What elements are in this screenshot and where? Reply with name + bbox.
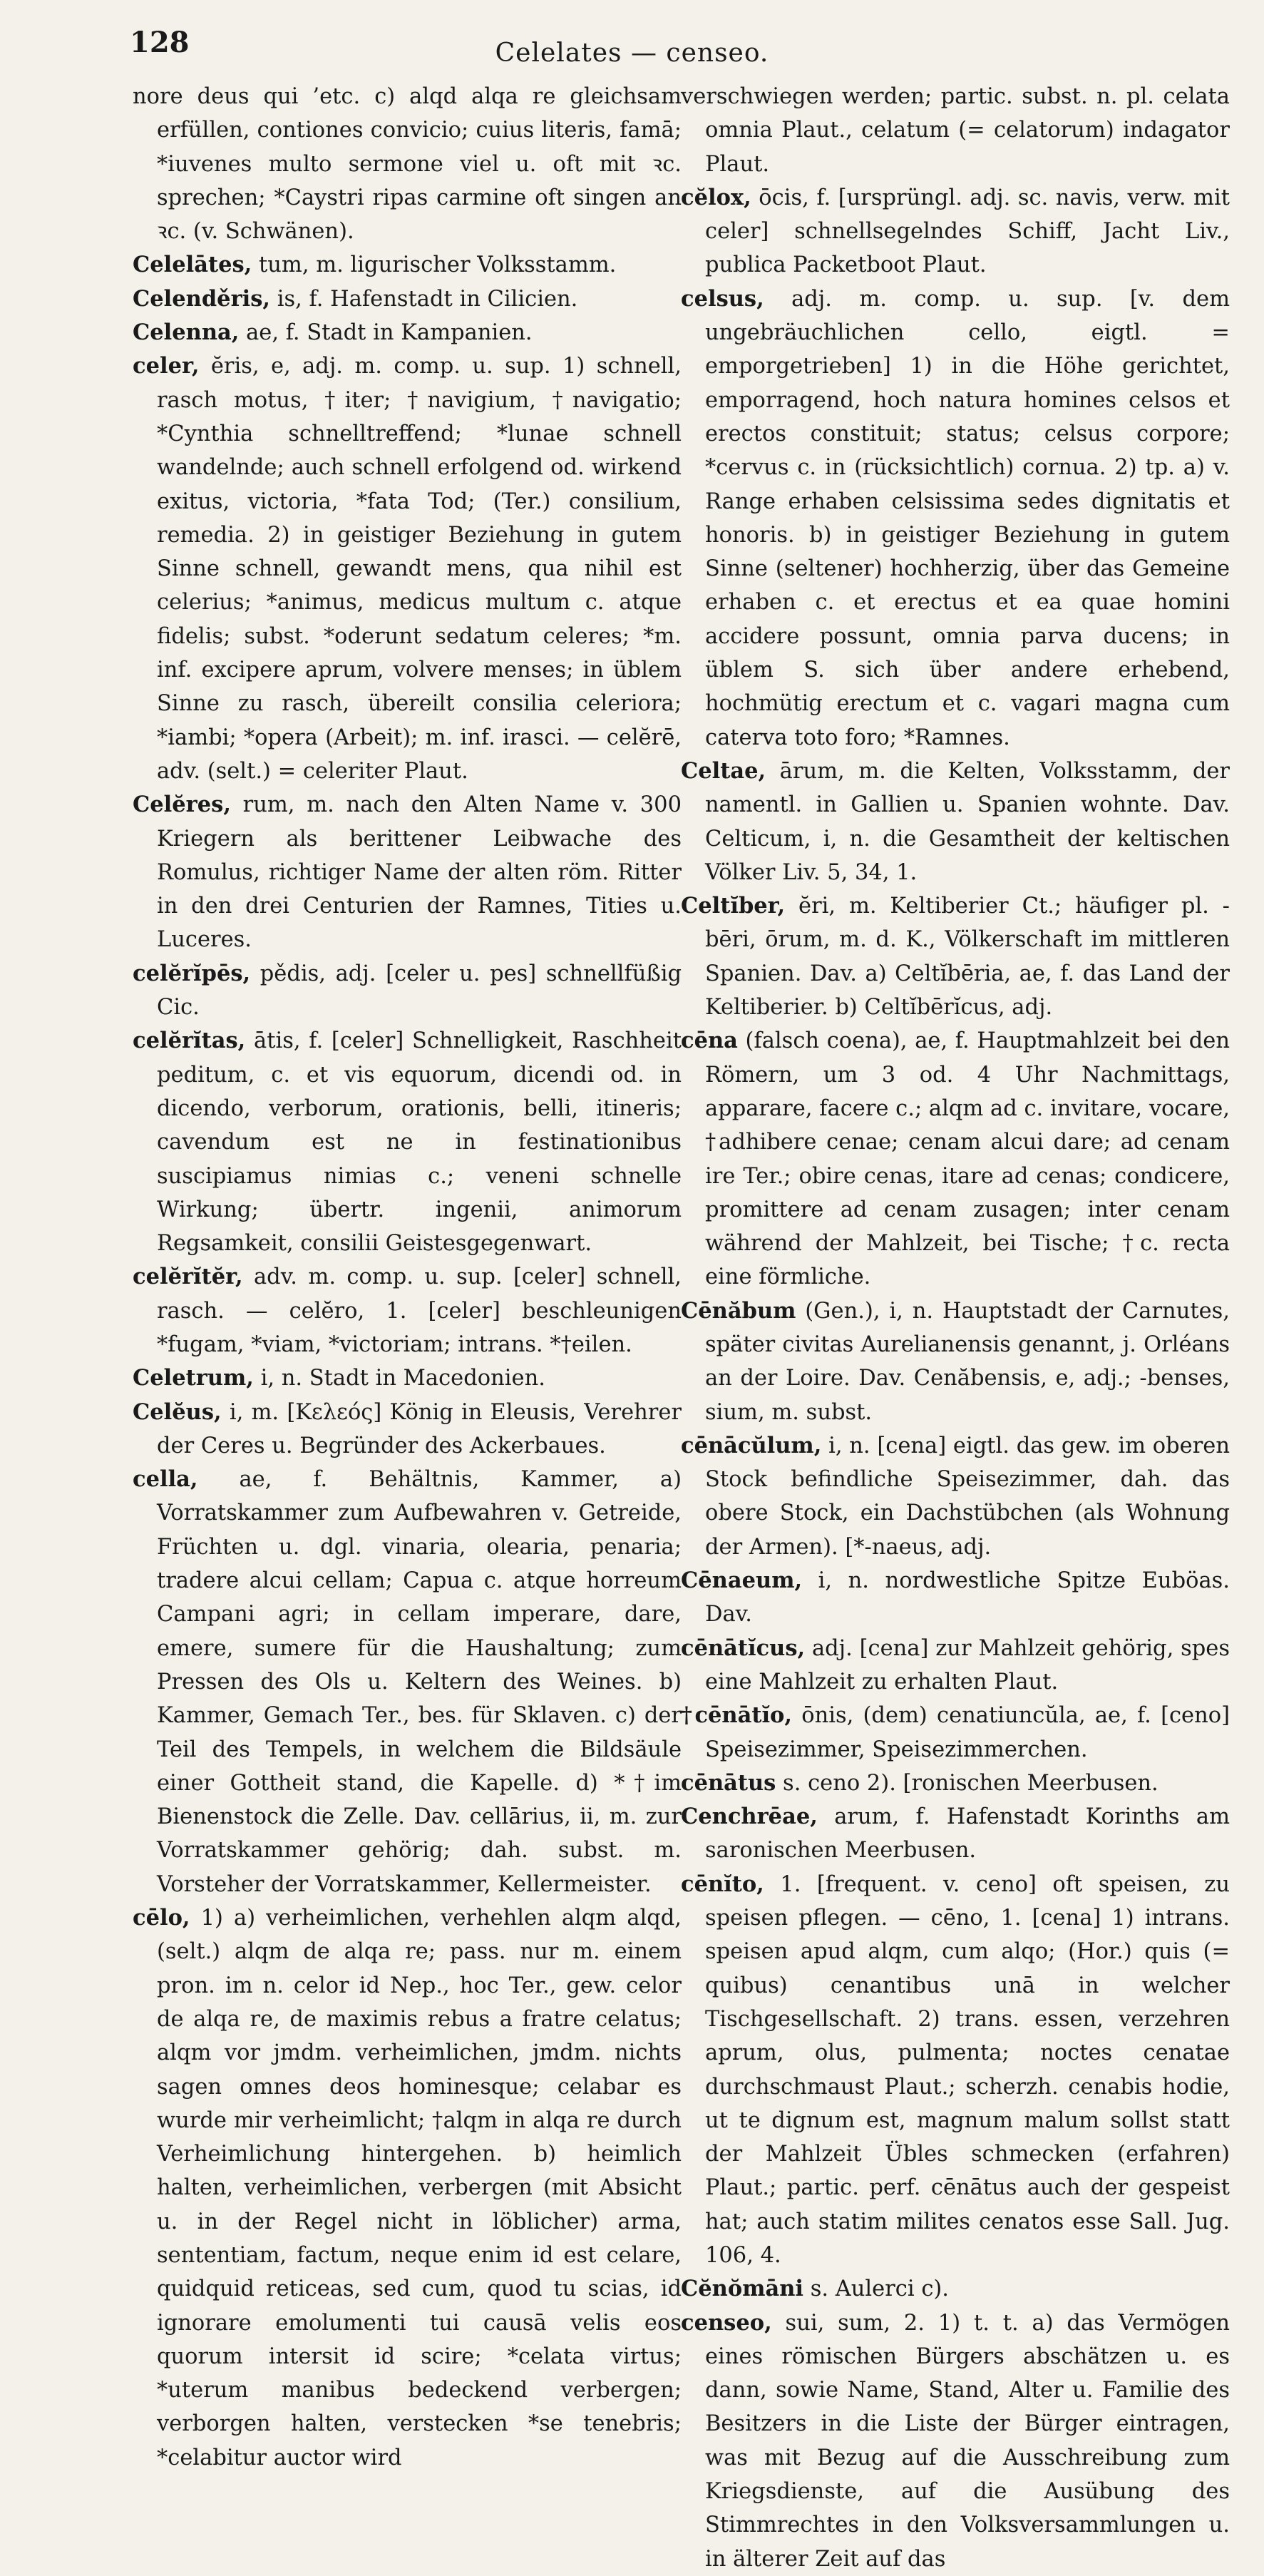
entry-headword: celer, [133, 353, 200, 379]
entry-text: adj. [cena] zur Mahlzeit gehörig, spes eine Mahlzeit zu erhalten Plaut. [705, 1635, 1230, 1695]
entry-text: s. ceno 2). [ronischen Meerbusen. [776, 1770, 1158, 1796]
dictionary-entry [681, 181, 1230, 282]
entry-text: ae, f. Stadt in Kampanien. [239, 320, 533, 346]
entry-text: ae, f. Behältnis, Kammer, a) Vorratskammer zum Aufbewahren v. Getreide, Früchten u. dgl. vinaria, olearia, penaria; tradere alcui cellam; Capua c. atque horreum Campani agri; in cellam imperare, dare, emere, sumere für die Haushaltung; zum Pressen des Ols u. Keltern des Weines. b) Kammer, Gemach Ter., bes. für Sklaven. c) der Teil des Tempels, in welchem die Bildsäule einer Gottheit stand, die Kapelle. d) *†im Bienenstock die Zelle. Dav. cellārius, ii, m. zur Vorratskammer gehörig; dah. subst. m. Vorsteher der Vorratskammer, Kellermeister. [157, 1467, 682, 1897]
dictionary-entry [133, 1901, 682, 2475]
entry-text: verschwiegen werden; partic. subst. n. pl. celata omnia Plaut., celatum (= celatorum) indagator Plaut. [681, 84, 1230, 177]
dictionary-entry [681, 1767, 1230, 1800]
entry-text: ōnis, (dem) cenatiuncŭla, ae, f. [ceno] Speisezimmer, Speisezimmerchen. [705, 1703, 1230, 1762]
dictionary-entry [681, 2272, 1230, 2306]
entry-headword: cēnātĭcus, [681, 1635, 806, 1661]
entry-text: i, n. Stadt in Macedonien. [253, 1366, 545, 1391]
entry-text: i, m. [Κελεός] König in Eleusis, Verehrer der Ceres u. Begründer des Ackerbaues. [157, 1399, 682, 1458]
entry-text: ātis, f. [celer] Schnelligkeit, Raschheit peditum, c. et vis equorum, dicendi od. in dicendo, verborum, orationis, belli, itineris; cavendum est ne in festinationibus suscipiamus nimias c.; veneni schnelle Wirkung; übertr. ingenii, animorum Regsamkeit, consilii Geistesgegenwart. [157, 1028, 682, 1257]
entry-text: (Gen.), i, n. Hauptstadt der Carnutes, später civitas Aurelianensis genannt, j. Orléans an der Loire. Dav. Cenăbensis, e, adj.; -benses, sium, m. subst. [705, 1298, 1230, 1425]
dictionary-entry [681, 1024, 1230, 1294]
dictionary-entry [681, 1632, 1230, 1700]
entry-headword: Celenděris, [133, 285, 271, 312]
page-number: 128 [130, 26, 190, 59]
dictionary-entry [681, 1699, 1230, 1767]
entry-text: arum, f. Hafenstadt Korinths am saronischen Meerbusen. [705, 1804, 1230, 1864]
entry-headword: celsus, [681, 285, 764, 312]
dictionary-entry [133, 316, 682, 349]
right-column [681, 80, 1230, 2572]
entry-headword: Celetrum, [133, 1365, 254, 1391]
entry-text: ĕris, e, adj. m. comp. u. sup. 1) schnell, rasch motus, †iter; †navigium, †navigatio; *Cynthia schnelltreffend; *lunae schnell wandelnde; auch schnell erfolgend od. wirkend exitus, victoria, *fata Tod; (Ter.) consilium, remedia. 2) in geistiger Beziehung in gutem Sinne schnell, gewandt mens, qua nihil est celerius; *animus, medicus multum c. atque fidelis; subst. *oderunt sedatum celeres; *m. inf. excipere aprum, volvere menses; in üblem Sinne zu rasch, übereilt consilia celeriora; *iambi; *opera (Arbeit); m. inf. irasci. — celĕrē, adv. (selt.) = celeriter Plaut. [157, 354, 682, 784]
entry-headword: cella, [133, 1466, 198, 1493]
entry-text: tum, m. ligurischer Volksstamm. [252, 252, 617, 278]
running-head: Celelates — censeo. [495, 39, 769, 68]
entry-headword: cēna [681, 1028, 738, 1054]
entry-headword: cĕlox, [681, 184, 751, 210]
entry-headword: cēnātus [681, 1769, 776, 1796]
entry-text: i, n. [cena] eigtl. das gew. im oberen Stock befindliche Speisezimmer, dah. das obere Stock, ein Dachstübchen (als Wohnung der Armen). [*-naeus, adj. [705, 1433, 1230, 1560]
entry-text: pědis, adj. [celer u. pes] schnellfüßig Cic. [157, 961, 682, 1021]
entry-headword: celĕrĭtĕr, [133, 1264, 243, 1290]
dictionary-entry [681, 1800, 1230, 1868]
entry-text: sui, sum, 2. 1) t. t. a) das Vermögen eines römischen Bürgers abschätzen u. es dann, sowie Name, Stand, Alter u. Familie des Besitzers in die Liste der Bürger eintragen, was mit Bezug auf die Ausschreibung zum Kriegsdienste, auf die Ausübung des Stimmrechtes in den Volksversammlungen u. in älterer Zeit auf das [705, 2310, 1230, 2572]
entry-text: i, n. nordwestliche Spitze Euböas. Dav. [705, 1568, 1230, 1627]
dictionary-entry [133, 957, 682, 1025]
entry-headword: Cēnăbum [681, 1297, 796, 1324]
dictionary-entry [133, 248, 682, 282]
dictionary-entry [133, 349, 682, 788]
dictionary-entry [133, 788, 682, 956]
dictionary-entry [681, 755, 1230, 889]
dictionary-entry [681, 80, 1230, 181]
entry-headword: Celtĭber, [681, 893, 786, 919]
entry-text: ōcis, f. [ursprüngl. adj. sc. navis, verw. mit celer] schnellsegelndes Schiff, Jacht Liv., publica Packetboot Plaut. [705, 185, 1230, 278]
entry-text: adj. m. comp. u. sup. [v. dem ungebräuchlichen cello, eigtl. = emporgetrieben] 1) in die Höhe gerichtet, emporragend, hoch natura homines celsos et erectos constituit; status; celsus corpore; *cervus c. in (rücksichtlich) cornua. 2) tp. a) v. Range erhaben celsissima sedes dignitatis et honoris. b) in geistiger Beziehung in gutem Sinne (seltener) hochherzig, über das Gemeine erhaben c. et erectus et ea quae homini accidere possunt, omnia parva ducens; in üblem S. sich über andere erhebend, hochmütig erectum et c. vagari magna cum caterva toto foro; *Ramnes. [705, 286, 1230, 750]
entry-headword: celĕrĭtas, [133, 1028, 246, 1054]
dictionary-entry [133, 80, 682, 248]
entry-text: rum, m. nach den Alten Name v. 300 Kriegern als berittener Leibwache des Romulus, richtiger Name der alten röm. Ritter in den drei Centurien der Ramnes, Tities u. Luceres. [157, 792, 682, 953]
dictionary-entry [681, 1429, 1230, 1564]
entry-text: 1. [frequent. v. ceno] oft speisen, zu speisen pflegen. — cēno, 1. [cena] 1) intrans. speisen apud alqm, cum alqo; (Hor.) quis (= quibus) cenantibus unā in welcher Tischgesellschaft. 2) trans. essen, verzehren aprum, olus, pulmenta; noctes cenatae durchschmaust Plaut.; scherzh. cenabis hodie, ut te dignum est, magnum malum sollst statt der Mahlzeit Übles schmecken (erfahren) Plaut.; partic. perf. cēnātus auch der gespeist hat; auch statim milites cenatos esse Sall. Jug. 106, 4. [705, 1871, 1230, 2268]
entry-headword: cēnācŭlum, [681, 1432, 822, 1458]
dictionary-entry [133, 1024, 682, 1260]
entry-headword: cēlo, [133, 1905, 190, 1931]
entry-text: 1) a) verheimlichen, verhehlen alqm alqd, (selt.) alqm de alqa re; pass. nur m. einem pron. im n. celor id Nep., hoc Ter., gew. celor de alqa re, de maximis rebus a fratre celatus; alqm vor jmdm. verheimlichen, jmdm. nichts sagen omnes deos hominesque; celabar es wurde mir verheimlicht; †alqm in alqa re durch Verheimlichung hintergehen. b) heimlich halten, verheimlichen, verbergen (mit Absicht u. in der Regel nicht in löblicher) arma, sententiam, factum, neque enim id est celare, quidquid reticeas, sed cum, quod tu scias, id ignorare emolumenti tui causā velis eos quorum intersit id scire; *celata virtus; *uterum manibus bedeckend verbergen; verborgen halten, verstecken *se tenebris; *celabitur auctor wird [157, 1906, 682, 2470]
entry-text: adv. m. comp. u. sup. [celer] schnell, rasch. — celĕro, 1. [celer] beschleunigen *fugam, *viam, *victoriam; intrans. *†eilen. [157, 1264, 682, 1357]
entry-headword: Celtae, [681, 757, 766, 784]
dictionary-entry [681, 282, 1230, 755]
dictionary-entry [681, 2306, 1230, 2576]
entry-headword: Cenchrēae, [681, 1804, 818, 1830]
dictionary-entry [681, 889, 1230, 1024]
dictionary-entry [681, 1294, 1230, 1429]
dictionary-entry [133, 1260, 682, 1361]
dictionary-entry [681, 1868, 1230, 2273]
entry-headword: celĕrĭpēs, [133, 960, 251, 986]
entry-headword: Cēnaeum, [681, 1568, 803, 1594]
entry-text: s. Aulerci c). [803, 2276, 949, 2302]
entry-headword: cēnĭto, [681, 1871, 764, 1897]
entry-text: is, f. Hafenstadt in Cilicien. [270, 286, 578, 312]
entry-headword: Celenna, [133, 320, 240, 346]
page-header [0, 20, 1264, 77]
entry-headword: Celelātes, [133, 252, 252, 278]
entry-headword: Cĕnŏmāni [681, 2276, 803, 2302]
dictionary-entry [133, 1396, 682, 1463]
entry-headword: Celĕus, [133, 1399, 222, 1425]
dictionary-entry [681, 1564, 1230, 1632]
entry-text: (falsch coena), ae, f. Hauptmahlzeit bei den Römern, um 3 od. 4 Uhr Nachmittags, apparare, facere c.; alqm ad c. invitare, vocare, †adhibere cenae; cenam alcui dare; ad cenam ire Ter.; obire cenas, itare ad cenas; condicere, promittere ad cenam zusagen; inter cenam während der Mahlzeit, bei Tische; †c. recta eine förmliche. [705, 1028, 1230, 1290]
entry-headword: †cēnātĭo, [681, 1702, 793, 1729]
dictionary-entry [133, 282, 682, 316]
entry-text: nore deus qui ’etc. c) alqd alqa re gleichsam erfüllen, contiones convicio; cuius literis, famā; *iuvenes multo sermone viel u. oft mit ꝛc. sprechen; *Caystri ripas carmine oft singen an ꝛc. (v. Schwänen). [133, 84, 682, 245]
entry-headword: censeo, [681, 2309, 772, 2336]
dictionary-entry [133, 1361, 682, 1395]
entry-text: ārum, m. die Kelten, Volksstamm, der namentl. in Gallien u. Spanien wohnte. Dav. Celticum, i, n. die Gesamtheit der keltischen Völker Liv. 5, 34, 1. [705, 758, 1230, 885]
dictionary-entry [133, 1463, 682, 1901]
left-column [133, 80, 682, 2470]
entry-text: ĕri, m. Keltiberier Ct.; häufiger pl. -bēri, ōrum, m. d. K., Völkerschaft im mittleren Spanien. Dav. a) Celtĭbēria, ae, f. das Land der Keltiberier. b) Celtĭbērĭcus, adj. [705, 894, 1230, 1021]
entry-headword: Celĕres, [133, 792, 231, 818]
